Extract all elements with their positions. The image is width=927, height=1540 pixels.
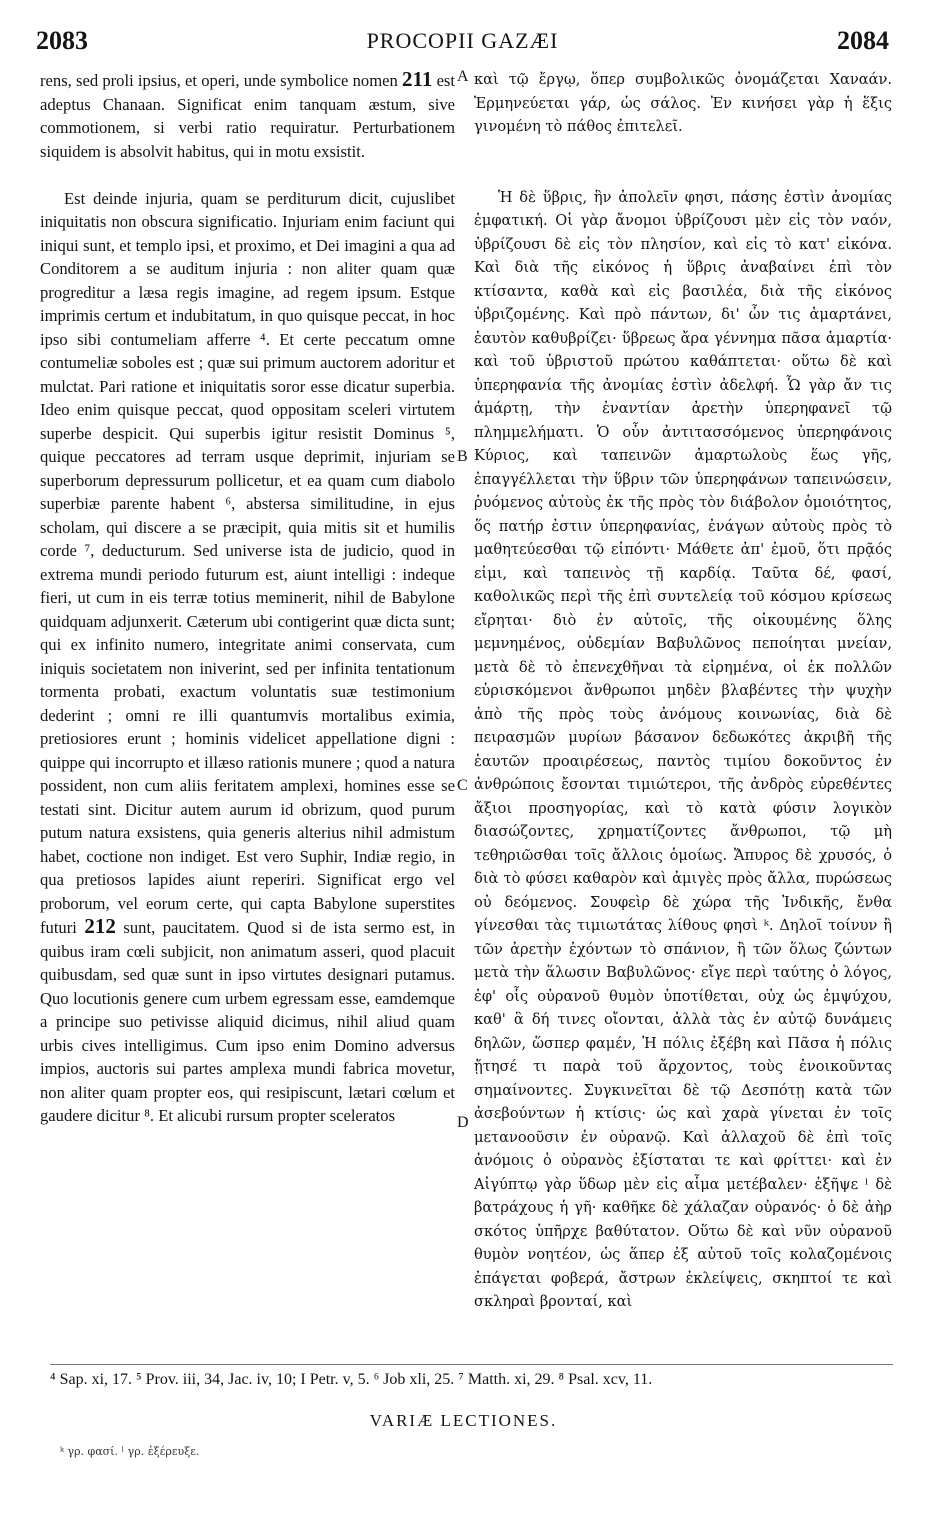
column-number-211: 211 bbox=[402, 67, 433, 91]
margin-letter-b: B bbox=[457, 448, 468, 465]
latin-column bbox=[40, 68, 455, 1128]
page-number-left: 2083 bbox=[36, 26, 88, 55]
running-head bbox=[36, 26, 889, 60]
latin-text-2b: sunt, paucitatem. Quod si de ista sermo est, in quibus iram cœli subjicit, non animatum asseri, quod placuit quibusdam, sed quæ sunt in ipso virtutes designari putamus. Quo locutionis genere cum urbem egressam esse, eamdemque a principe suo petivisse aliquid dicimus, nihil aliud quam urbis cives intelligimus. Cum ipso enim Domino adversus impios, auctoris sui partes amplexa mundi fabrica movetur, non aliter quam propter eos, qui resipiscunt, lætari cœlum et gaudere dicitur ⁸. Et alicubi rursum propter sceleratos bbox=[40, 918, 455, 1125]
latin-text-1a: rens, sed proli ipsius, et operi, unde symbolice nomen bbox=[40, 71, 402, 90]
footnotes: ⁴ Sap. xi, 17. ⁵ Prov. iii, 34, Jac. iv, 10; I Petr. v, 5. ⁶ Job xli, 25. ⁷ Matth. xi, 29. ⁸ Psal. xcv, 11. bbox=[50, 1364, 893, 1391]
latin-text-1b: est adeptus Chanaan. Significat enim tanquam æstum, sive commotionem, si verbi ratio requiratur. Perturbationem siquidem is absolvit habitus, qui in motu exsistit. bbox=[40, 71, 456, 161]
varia-lectiones-notes: ᵏ γρ. φασί. ˡ γρ. ἐξέρευξε. bbox=[60, 1445, 200, 1458]
page-title: PROCOPII GAZÆI bbox=[366, 28, 559, 53]
greek-paragraph-2: Ἡ δὲ ὕβρις, ἣν ἀπολεῖν φησι, πάσης ἐστὶν ἀνομίας ἐμφατική. Οἱ γὰρ ἄνομοι ὑβρίζουσι μὲν εἰς τὸν ναόν, ὑβρίζουσι δὲ εἰς τὸν πλησίον, καὶ εἰς τὸ κατ' εἰκόνα. Καὶ διὰ τῆς εἰκόνος ἡ ὕβρις ἀναβαίνει ἐπὶ τὸν κτίσαντα, καθὰ καὶ εἰς βασιλέα, διὰ τῆς εἰκόνος ὑβριζομένης. Καὶ πρὸ πάντων, δι' ὧν τις ἁμαρτάνει, ἑαυτὸν καθυβρίζει· ὕβρεως ἄρα γέννημα πᾶσα ἁμαρτία· καὶ τοῦ ὑβριστοῦ πρώτου καθάπτεται· οὕτω δὲ καὶ ὑπερηφανία τῆς ἀνομίας ἐστὶν ἀδελφή. Ὧ γὰρ ἄν τις ἁμάρτῃ, τὴν ἐναντίαν ἀρετὴν ὑπερηφανεῖ τῷ πλημμελήματι. Ὁ οὖν ἀντιτασσόμενος ὑπερηφάνοις Κύριος, καὶ ταπεινῶν ἁμαρτωλοὺς ἕως γῆς, ἐπαγγέλλεται τὴν ὕβριν τῶν ὑπερηφάνων ταπεινώσειν, ῥυόμενος αὐτοὺς ἐκ τῆς πρὸς τὸν διάβολον ὁμοιότητος, ὅς πατήρ ἐστιν ὑπερηφανίας, ἐνάγων αὐτοὺς πρὸς τὸ μαθητεύεσθαι τῷ εἰπόντι· Μάθετε ἀπ' ἐμοῦ, ὅτι πρᾷός εἰμι, καὶ ταπεινὸς τῇ καρδίᾳ. Ταῦτα δέ, φασί, καθολικῶς περὶ τῆς ἐπὶ συντελείᾳ τοῦ κόσμου κρίσεως εἴρηται· διὸ ἐν αὐτοῖς, τῆς οἰκουμένης ὅλης μεμνημένος, οὐδεμίαν Βαβυλῶνος πεποίηται μνείαν, μετὰ δὲ τὸ ἐπενεχθῆναι τὰ εἰρημένα, οἱ ἐκ πολλῶν εὑρισκόμενοι ἄνθρωποι μηδὲν βλαβέντες τὴν ψυχὴν ἀπὸ τῆς πρὸς τοὺς ἀνόμους κοινωνίας, διὰ δὲ πειρασμῶν μυρίων βάσανον δεδωκότες ἀκριβῆ τῆς ἑαυτῶν προαιρέσεως, παντὸς τιμίου δοκοῦντος ἐν ἀνθρώποις ἔσονται τιμιώτεροι, τῆς ἀνδρὸς εὑρεθέντες ἄξιοι προσηγορίας, καὶ τὸ κατὰ φύσιν λογικὸν διασώζοντες, χρηματίζοντες ἄνθρωποι, τῷ μὴ τεθηριῶσθαι τοῖς ἄλλοις ὁμοίως. Ἄπυρος δὲ χρυσός, ὁ διὰ τὸ φύσει καθαρὸν καὶ ἀμιγὲς πρὸς ἄλλα, πυρώσεως οὐ δεόμενος. Σουφεὶρ δὲ χώρα τῆς Ἰνδικῆς, ἔνθα γίνεσθαι τὰς τιμιωτάτας λίθους φησὶ ᵏ. Δηλοῖ τοίνυν ἢ τῶν ἀρετὴν ἐχόντων τὸ σπάνιον, ἢ τῶν ὅλως ζώντων μετὰ τὴν ἅλωσιν Βαβυλῶνος· εἴγε περὶ ταύτης ὁ λόγος, ἐφ' οἷς οὐρανοῦ θυμὸν ὑποτίθεται, οὐχ ὡς ἐμψύχου, καθ' ἃ δή τινες οἴονται, ἀλλὰ τὰς ἐν αὐτῷ δυνάμεις δηλῶν, ὥσπερ φαμέν, Ἡ πόλις ἐξέβη καὶ Πᾶσα ἡ πόλις ᾔτησέ τι παρὰ τοῦ ἄρχοντος, τοὺς ἐνοικοῦντας σημαίνοντες. Συγκινεῖται δὲ τῷ Δεσπότῃ κατὰ τῶν ἀσεβούντων ἡ κτίσις· ὡς καὶ χαρὰ γίνεται ἐν τοῖς μετανοοῦσιν ἐν οὐρανῷ. Καὶ ἀλλαχοῦ δὲ ἐπὶ τοῖς ἀνόμοις ὁ οὐρανὸς ἐξίσταται τε καὶ φρίττει· καὶ ἐν Αἰγύπτῳ γὰρ ὕδωρ μὲν εἰς αἷμα μετέβαλεν· ἐξῆψε ˡ δὲ βατράχους ἡ γῆ· καθῆκε δὲ χάλαζαν οὐρανός· ὁ δὲ ἀὴρ σκότος ὑπῆρχε βαθύτατον. Οὕτω δὲ καὶ νῦν οὐρανοῦ θυμὸν νοητέον, ὡς ἅπερ ἐξ αὐτοῦ τοῖς κολαζομένοις ἐπάγεται φοβερά, ἄστρων ἐκλείψεις, σκηπτοί τε καὶ σκληραὶ βρονταί, καὶ bbox=[474, 188, 892, 1310]
latin-text-2a: Est deinde injuria, quam se perditurum dicit, cujuslibet iniquitatis non obscura significatio. Injuriam enim faciunt qui iniqui sunt, et templo ipsi, et proximo, et Dei imagini a qua ad Conditorem a se auditum injuria : non aliter quam quæ progreditur a læsa regis imagine, ad regem ipsum. Estque imprimis certum et indubitatum, in quo quisque peccat, in hoc ipso sibi contumeliam afferre ⁴. Et certe peccatum omne contumeliæ soboles est ; quæ sui primum auctorem adoritur et mulctat. Pari ratione et iniquitatis soror esse dicatur superbia. Ideo enim quisque peccat, quod oppositam sceleri virtutem superbe despicit. Qui superbis igitur resistit Dominus ⁵, quique peccatores ad terram usque deprimit, injuriam se superborum depressurum pollicetur, et ea quam cum diabolo superbiæ parente habent ⁶, abstersa similitudine, in ejus scholam, qui discere a se præcipit, quia mitis sit et humilis corde ⁷, deducturum. Sed universe ista de judicio, quod in extrema mundi periodo futurum est, aiunt intelligi : indeque fieri, ut cum in eis terræ totius meminerit, nihil de Babylone quidquam adjunxerit. Cæterum ubi contigerint quæ dicta sunt; qui ex infinito numero, integritate animi conservata, cum iniquis societatem non iniverint, sed per infinita tentationum tormenta probati, exactum voluntatis suæ testimonium dederint ; omni re illi quantumvis mortalibus eximia, pretiosiores erunt ; hominis videlicet appellatione digni : quippe qui incorrupto et illæso rationis munere ; quod a natura possident, non cum aliis feritatem amplexi, homines esse se testati sint. Dicitur autem aurum id obrizum, quod purum putum natura exsistens, quia generis alterius nihil admistum habet, coctione non indiget. Est vero Suphir, Indiæ regio, in qua pretiosos lapides aiunt reperiri. Significat ergo vel proborum, vel eorum certe, qui capta Babylone superstites futuri bbox=[40, 188, 455, 937]
page-number-right: 2084 bbox=[837, 26, 889, 55]
latin-paragraph-2 bbox=[40, 187, 455, 1128]
latin-paragraph-1 bbox=[40, 68, 455, 163]
margin-letter-c: C bbox=[457, 777, 468, 794]
greek-column bbox=[474, 68, 892, 1314]
margin-letter-d: D bbox=[457, 1114, 469, 1131]
margin-letter-a: A bbox=[457, 68, 469, 85]
varia-lectiones-title: VARIÆ LECTIONES. bbox=[369, 1411, 558, 1430]
greek-paragraph-1: καὶ τῷ ἔργῳ, ὅπερ συμβολικῶς ὀνομάζεται Χαναάν. Ἑρμηνεύεται γάρ, ὡς σάλος. Ἐν κινήσει γὰρ ἡ ἕξις γινομένη τὸ πάθος ἐπιτελεῖ. bbox=[474, 71, 892, 135]
column-number-212: 212 bbox=[84, 914, 116, 938]
